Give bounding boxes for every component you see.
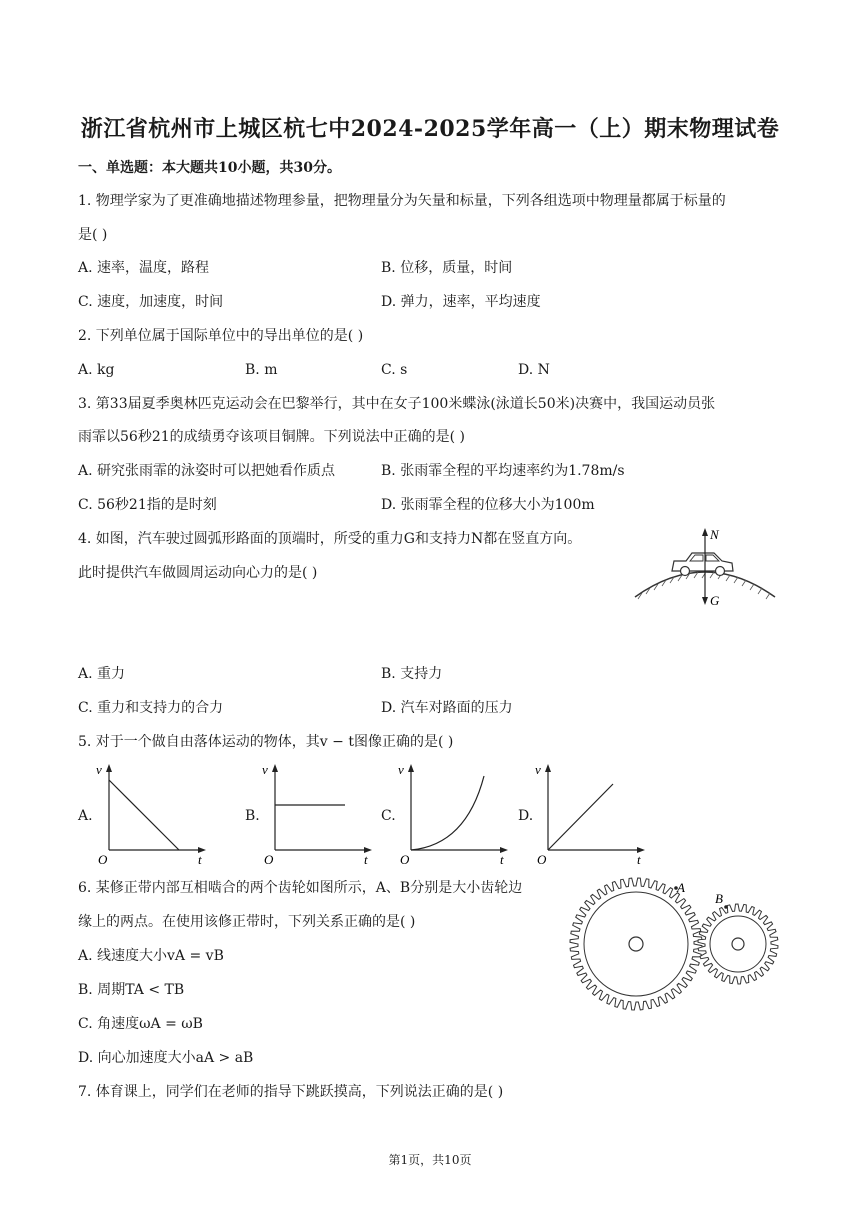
q4-option-a: A. 重力 xyxy=(78,666,126,682)
q1-stem-line2: 是( ) xyxy=(78,227,108,243)
q3-option-b: B. 张雨霏全程的平均速率约为1.78m/s xyxy=(381,463,625,479)
q5-option-a: A. xyxy=(78,808,93,824)
q6-option-b: B. 周期TA < TB xyxy=(78,982,185,998)
q6-stem-line2: 缘上的两点。在使用该修正带时，下列关系正确的是( ) xyxy=(78,914,416,930)
gravity-label: G xyxy=(710,593,720,608)
axis-v-label: v xyxy=(535,762,541,777)
origin-label: O xyxy=(98,852,108,867)
vt-graph-c xyxy=(396,760,511,865)
axis-v-label: v xyxy=(398,762,404,777)
q4-stem-line1: 4. 如图，汽车驶过圆弧形路面的顶端时，所受的重力G和支持力N都在竖直方向。 xyxy=(78,531,582,547)
q5-stem: 5. 对于一个做自由落体运动的物体，其v − t图像正确的是( ) xyxy=(78,734,454,750)
q3-stem-line2: 雨霏以56秒21的成绩勇夺该项目铜牌。下列说法中正确的是( ) xyxy=(78,429,466,445)
q6-option-d: D. 向心加速度大小aA > aB xyxy=(78,1050,254,1066)
q1-stem-line1: 1. 物理学家为了更准确地描述物理参量，把物理量分为矢量和标量，下列各组选项中物理量都属于标量的 xyxy=(78,193,726,209)
q2-option-d: D. N xyxy=(518,362,550,378)
vt-graph-a xyxy=(94,760,209,865)
q7-stem: 7. 体育课上，同学们在老师的指导下跳跃摸高，下列说法正确的是( ) xyxy=(78,1084,504,1100)
q6-option-c: C. 角速度ωA = ωB xyxy=(78,1016,203,1032)
q5-option-d: D. xyxy=(518,808,534,824)
q1-option-a: A. 速率，温度，路程 xyxy=(78,260,210,276)
q4-option-d: D. 汽车对路面的压力 xyxy=(381,700,513,716)
vt-graph-d xyxy=(533,760,648,865)
origin-label: O xyxy=(537,852,547,867)
q2-stem: 2. 下列单位属于国际单位中的导出单位的是( ) xyxy=(78,328,364,344)
axis-t-label: t xyxy=(500,852,504,867)
q5-option-b: B. xyxy=(245,808,260,824)
axis-t-label: t xyxy=(637,852,641,867)
point-a-label: A xyxy=(677,880,685,895)
q6-option-a: A. 线速度大小vA = vB xyxy=(78,948,224,964)
q5-option-c: C. xyxy=(381,808,396,824)
q1-option-c: C. 速度，加速度，时间 xyxy=(78,294,224,310)
q4-option-b: B. 支持力 xyxy=(381,666,443,682)
origin-label: O xyxy=(400,852,410,867)
q1-option-d: D. 弹力，速率，平均速度 xyxy=(381,294,541,310)
car-on-hill-figure xyxy=(630,525,780,610)
vt-graph-b xyxy=(260,760,375,865)
axis-t-label: t xyxy=(198,852,202,867)
q3-option-a: A. 研究张雨霏的泳姿时可以把她看作质点 xyxy=(78,463,336,479)
gears-figure xyxy=(566,872,786,1017)
origin-label: O xyxy=(264,852,274,867)
q4-stem-line2: 此时提供汽车做圆周运动向心力的是( ) xyxy=(78,565,318,581)
section-heading: 一、单选题：本大题共10小题，共30分。 xyxy=(78,160,341,176)
point-b-label: B xyxy=(715,891,723,906)
q1-option-b: B. 位移，质量，时间 xyxy=(381,260,513,276)
exam-title: 浙江省杭州市上城区杭七中2024-2025学年高一（上）期末物理试卷 xyxy=(80,116,780,142)
q4-option-c: C. 重力和支持力的合力 xyxy=(78,700,224,716)
axis-v-label: v xyxy=(96,762,102,777)
normal-force-label: N xyxy=(710,527,719,542)
q6-stem-line1: 6. 某修正带内部互相啮合的两个齿轮如图所示，A、B分别是大小齿轮边 xyxy=(78,880,523,896)
axis-t-label: t xyxy=(364,852,368,867)
q3-option-c: C. 56秒21指的是时刻 xyxy=(78,497,217,513)
q3-stem-line1: 3. 第33届夏季奥林匹克运动会在巴黎举行，其中在女子100米蝶泳(泳道长50米)决赛中，我国运动员张 xyxy=(78,396,716,412)
q2-option-c: C. s xyxy=(381,362,408,378)
page-footer: 第1页，共10页 xyxy=(388,1153,472,1167)
axis-v-label: v xyxy=(262,762,268,777)
q3-option-d: D. 张雨霏全程的位移大小为100m xyxy=(381,497,595,513)
q2-option-b: B. m xyxy=(245,362,278,378)
q2-option-a: A. kg xyxy=(78,362,115,378)
